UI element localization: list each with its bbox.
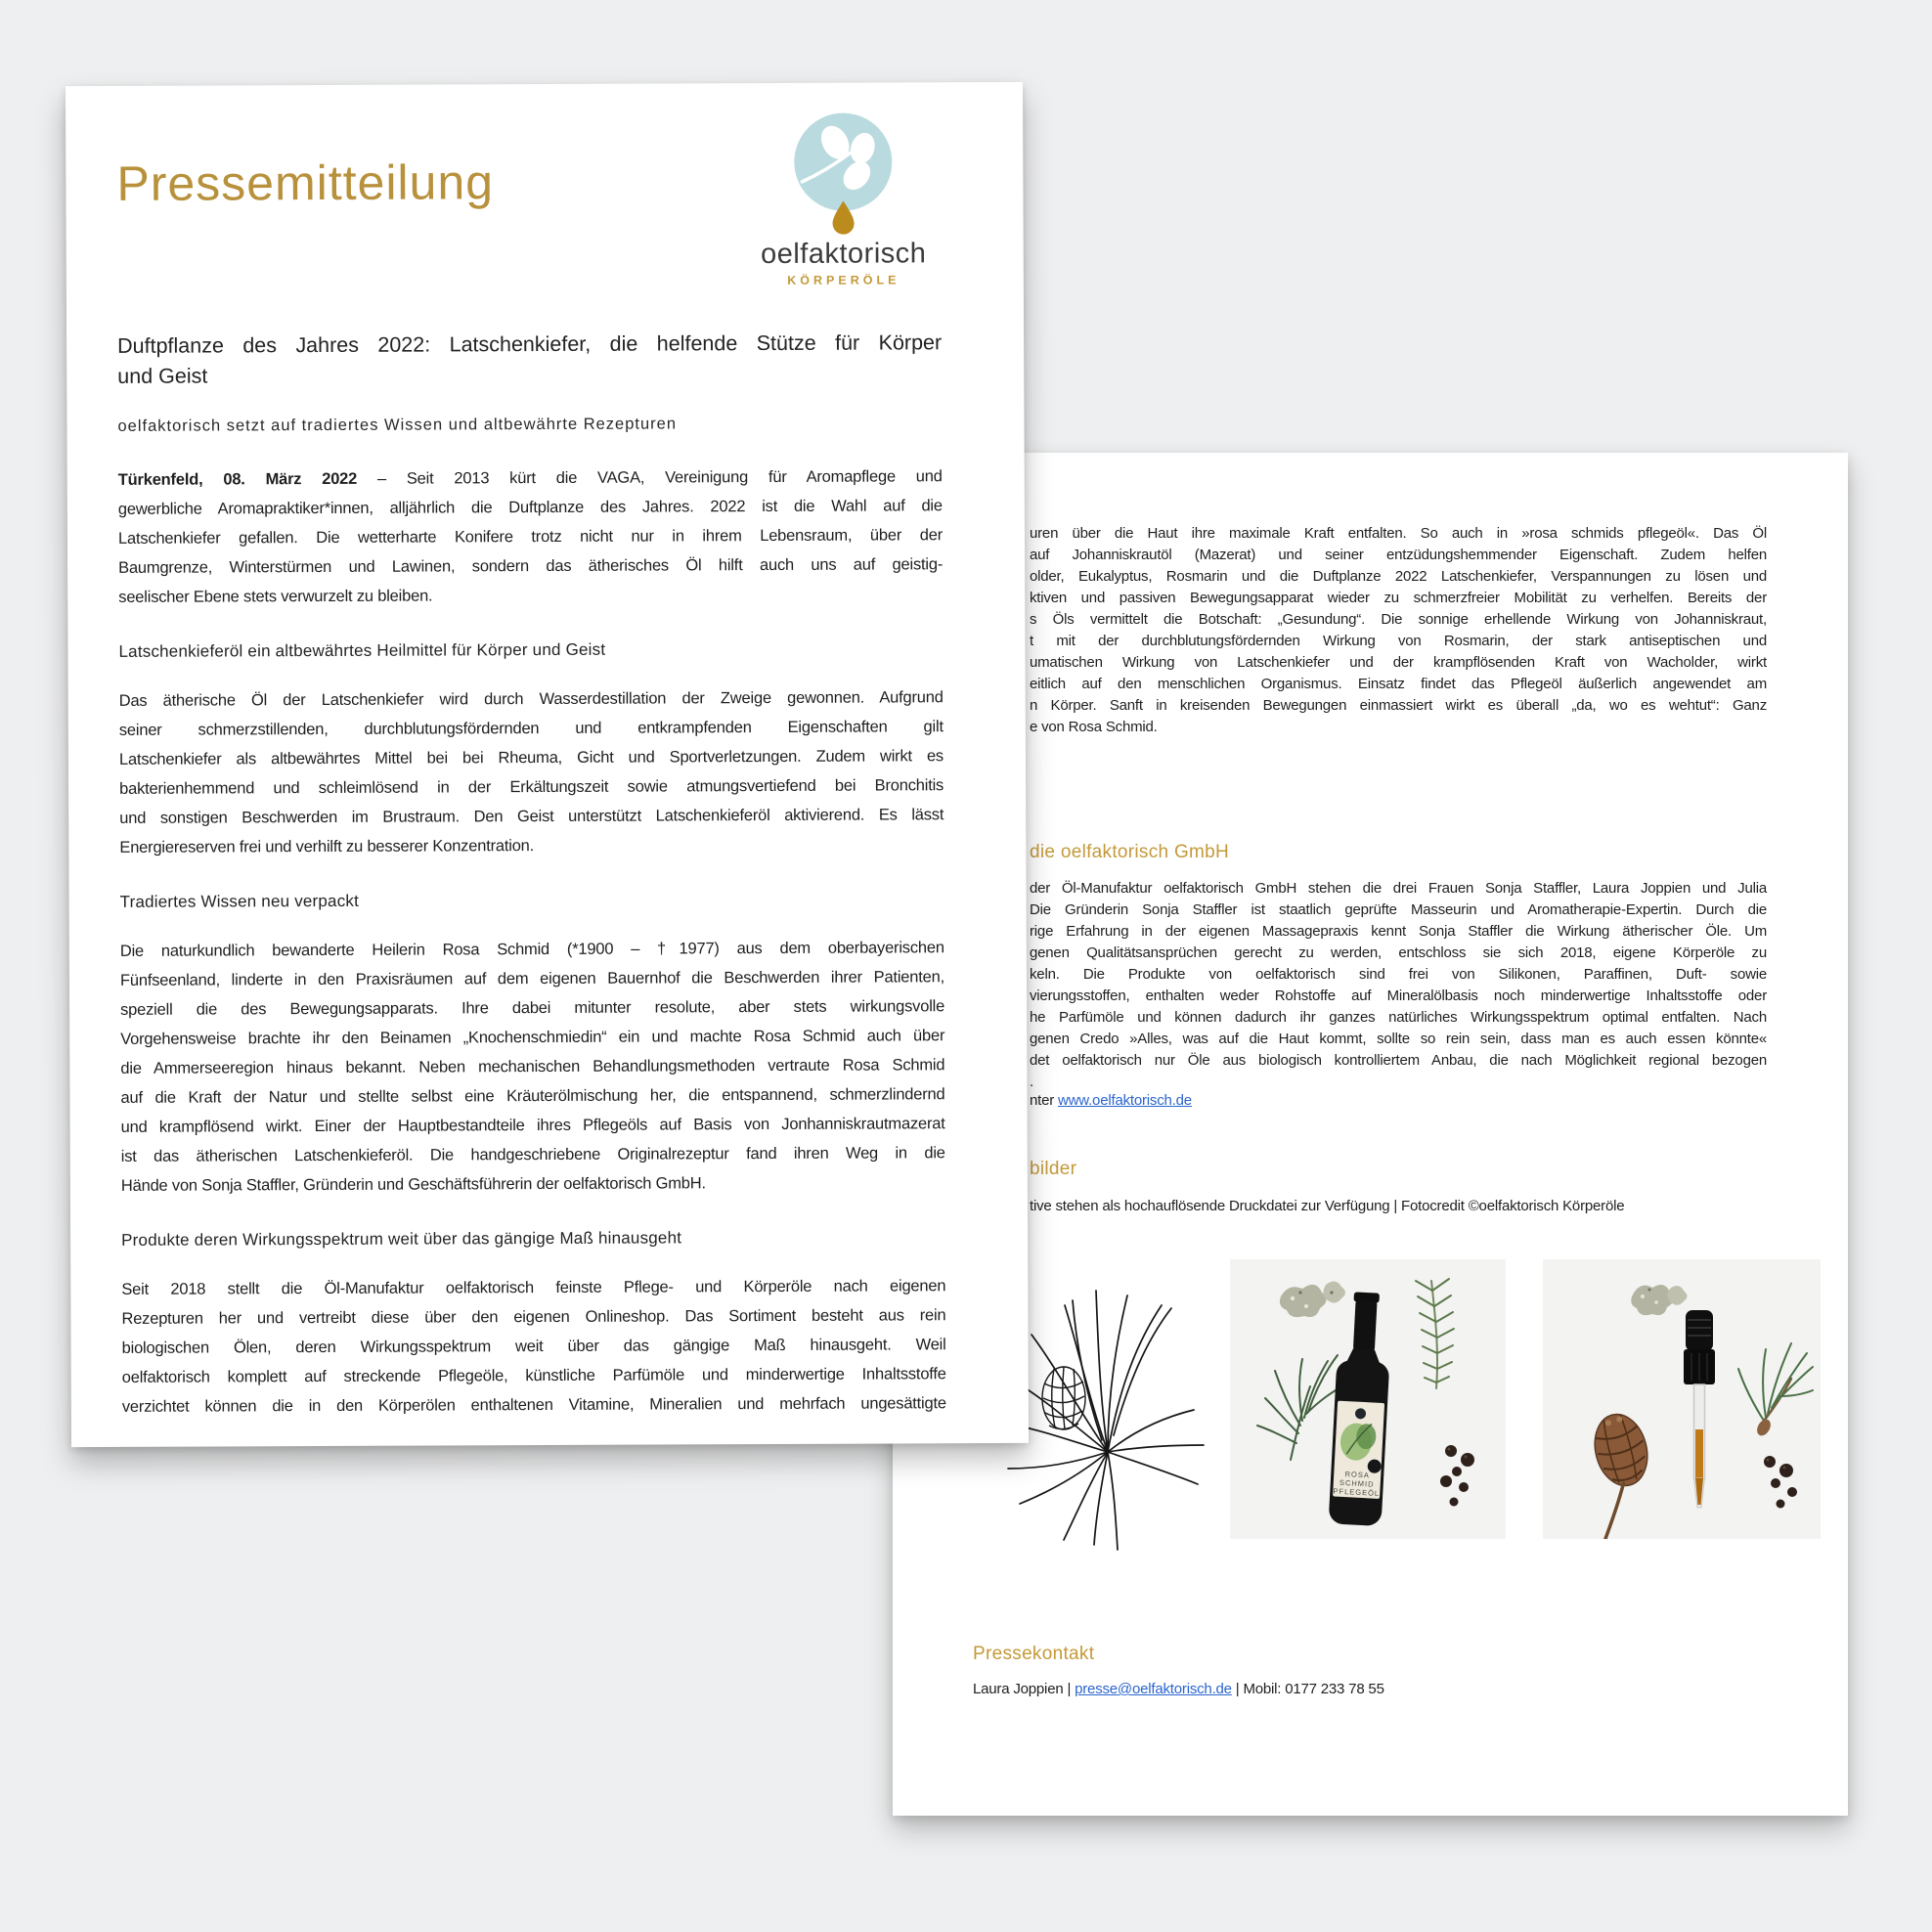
text-line: ktiven und passiven Bewegungsapparat wieder zu schmerzfreier Mobilität zu verhelfen. Bereits der: [1030, 590, 1767, 606]
section-heading-1: Latschenkieferöl ein altbewährtes Heilmittel für Körper und Geist: [118, 639, 606, 661]
text-line: Die naturkundlich bewanderte Heilerin Rosa Schmid (*1900 – †1977) aus dem oberbayerischen: [119, 939, 944, 960]
text-line: Die Gründerin Sonja Staffler ist staatlich geprüfte Masseurin und Aromatherapie-Expertin. Durch die: [1030, 901, 1767, 918]
text-line: der Öl-Manufaktur oelfaktorisch GmbH stehen die drei Frauen Sonja Staffler, Laura Joppien und Julia: [1030, 880, 1767, 897]
text-line: Seit 2018 stellt die Öl-Manufaktur oelfaktorisch feinste Pflege- und Körperöle nach eigenen: [121, 1277, 946, 1298]
text-line: eitlich auf den menschlichen Organismus. Einsatz findet das Pflegeöl äußerlich angewendet am: [1030, 676, 1767, 692]
text-line: he Parfümöle und können dadurch ihr ganzes natürliches Wirkungsspektrum optimal entfalten. Nach: [1030, 1009, 1767, 1026]
pine-cone-icon: [1574, 1409, 1666, 1539]
intro-paragraph: [118, 461, 944, 612]
press-photo-pipette-flatlay: [1543, 1259, 1821, 1539]
release-subheadline: oelfaktorisch setzt auf tradiertes Wissen und altbewährte Rezepturen: [117, 415, 678, 435]
juniper-berries-icon: [1440, 1445, 1474, 1507]
logo-wordmark: oelfaktorisch: [760, 238, 927, 271]
pipette-icon: [1684, 1310, 1715, 1508]
website-link[interactable]: www.oelfaktorisch.de: [1058, 1092, 1192, 1109]
section-paragraph-1: [119, 682, 944, 862]
text-line: gewerbliche Aromapraktiker*innen, alljährlich die Duftplanze des Jahres. 2022 ist die Wahl auf die: [117, 497, 943, 518]
text-line: und sonstigen Beschwerden im Brustraum. Den Geist unterstützt Latschenkieferöl aktivierend. Es lässt: [119, 806, 944, 827]
text-line: Das ätherische Öl der Latschenkiefer wird durch Wasserdestillation der Zweige gewonnen. Aufgrund: [118, 688, 944, 710]
text-line: n Körper. Sanft in kreisenden Bewegungen einmassiert wirkt es überall „da, wo es wehtut“: Ganz: [1030, 697, 1767, 714]
section-paragraph-3: [121, 1271, 946, 1422]
text-line: vierungsstoffen, enthalten weder Rohstoffe auf Mineralölbasis noch minderwertige Inhaltsstoffe oder: [1030, 988, 1767, 1004]
bottle-label-line3: PFLEGEÖL: [1333, 1486, 1381, 1498]
text-line: Fünfseenland, linderte in den Praxisräumen auf dem eigenen Bauernhof die Beschwerden ihrer Patienten,: [119, 968, 944, 989]
text-line: die Ammerseeregion hinaus bekannt. Neben mechanischen Behandlungsmethoden vertraute Rosa Schmid: [120, 1056, 945, 1077]
page2-top-paragraph: [1030, 523, 1767, 738]
release-headline: [117, 328, 942, 392]
press-contact-line: [973, 1679, 1767, 1700]
text-line: s Öls vermittelt die Botschaft: „Gesundung“. Die sonnige erhellende Wirkung von Johanniskraut,: [1030, 611, 1767, 628]
text-line: .: [1030, 1074, 1033, 1090]
text-line: und Geist: [117, 364, 208, 388]
pine-sprig-icon: [1738, 1343, 1813, 1438]
press-email-link[interactable]: presse@oelfaktorisch.de: [1075, 1681, 1232, 1697]
text-line: und krampflösend wirkt. Einer der Hauptbestandteile ihres Pflegeöls auf Basis von Jonhanniskrautmazerat: [120, 1115, 945, 1136]
press-release-page-1: [66, 82, 1029, 1447]
text-line: older, Eukalyptus, Rosmarin und die Duftplanze 2022 Latschenkiefer, Verspannungen zu lösen und: [1030, 568, 1767, 585]
oil-bottle: [1329, 1292, 1393, 1527]
text-line: speziell die des Bewegungsapparats. Ihre dabei mitunter resolute, aber stets wirkungsvolle: [120, 997, 945, 1019]
press-contact-name: Laura Joppien |: [973, 1681, 1076, 1697]
press-release-page-2: [893, 453, 1848, 1816]
more-info-prefix: nter: [1030, 1092, 1059, 1109]
text-line: t mit der durchblutungsfördernden Wirkung von Rosmarin, der stark antiseptischen und: [1030, 633, 1767, 649]
bottle-label-line1: ROSA: [1344, 1470, 1371, 1480]
text-line: oelfaktorisch komplett auf streckende Pflegeöle, künstliche Parfümöle und minderwertige Inhaltsstoffe: [121, 1365, 946, 1386]
text-line: genen Qualitätsansprüchen gerecht zu werden, entschloss sie sich 2018, eigene Körperöle zu: [1030, 944, 1767, 961]
text-line: seelischer Ebene stets verwurzelt zu bleiben.: [118, 587, 433, 606]
section-heading-3: Produkte deren Wirkungsspektrum weit über das gängige Maß hinausgeht: [121, 1228, 682, 1250]
press-contact-mobile: | Mobil: 0177 233 78 55: [1231, 1681, 1384, 1697]
text-line: Türkenfeld, 08. März 2022 – Seit 2013 kürt die VAGA, Vereinigung für Aromapflege und: [117, 467, 943, 489]
header: [116, 110, 942, 290]
press-photo-bottle-flatlay: [1230, 1259, 1506, 1539]
text-line: seiner schmerzstillenden, durchblutungsfördernden und entkrampfenden Eigenschaften gilt: [118, 718, 944, 739]
more-info-line: [1030, 1090, 1767, 1112]
pine-sprig-icon: [1257, 1355, 1345, 1460]
text-line: auf die Kraft der Natur und stellte selbst eine Kräuterölmischung her, die entspannend, schmerzlindernd: [120, 1085, 945, 1107]
press-contact-heading: Pressekontakt: [973, 1644, 1095, 1664]
text-line: Vorgehensweise brachte ihr den Beinamen „Knochenschmiedin“ ein und machte Rosa Schmid auch über: [120, 1027, 945, 1048]
text-line: e von Rosa Schmid.: [1030, 719, 1158, 735]
section-heading-2: Tradiertes Wissen neu verpackt: [119, 891, 360, 911]
text-line: rige Erfahrung in der eigenen Massagepraxis kennt Sonja Staffler die Wirkung ätherischer Öle. Um: [1030, 923, 1767, 940]
about-company-heading: die oelfaktorisch GmbH: [1030, 842, 1230, 862]
logo-leaf-drop-icon: [792, 110, 895, 236]
lichen-icon: [1631, 1285, 1687, 1315]
text-line: keln. Die Produkte von oelfaktorisch sind frei von Silikonen, Paraffinen, Duft- sowie: [1030, 966, 1767, 983]
text-line: verzichtet können die in den Körperölen enthaltenen Vitamine, Mineralien und mehrfach ungesättigte: [121, 1394, 946, 1416]
text-line: Latschenkiefer als altbewährtes Mittel bei bei Rheuma, Gicht und Sportverletzungen. Zudem wirkt es: [118, 747, 944, 768]
rosemary-sprig-icon: [1416, 1279, 1454, 1388]
text-line: bakterienhemmend und schleimlösend in der Erkältungszeit sowie atmungsvertiefend bei Bronchitis: [119, 776, 944, 798]
about-company-paragraph: [1030, 878, 1767, 1093]
text-line: Rezepturen her und vertreibt diese über den eigenen Onlineshop. Das Sortiment besteht aus rein: [121, 1306, 946, 1328]
page-title: Pressemitteilung: [116, 154, 495, 211]
text-line: Hände von Sonja Staffler, Gründerin und Geschäftsführerin der oelfaktorisch GmbH.: [120, 1174, 706, 1195]
text-line: Duftpflanze des Jahres 2022: Latschenkiefer, die helfende Stütze für Körper: [117, 330, 943, 358]
dateline: Türkenfeld, 08. März 2022: [117, 469, 358, 489]
text-line: uren über die Haut ihre maximale Kraft entfalten. So auch in »rosa schmids pflegeöl«. Das Öl: [1030, 525, 1767, 542]
text-line: ist das ätherischen Latschenkieferöl. Die handgeschriebene Originalrezeptur fand ihren Weg in die: [120, 1144, 945, 1165]
text-line: biologischen Ölen, deren Wirkungsspektrum weit über das gängige Maß hinausgeht. Weil: [121, 1336, 946, 1357]
logo-tagline: KÖRPERÖLE: [787, 273, 900, 287]
juniper-berries-icon: [1764, 1456, 1797, 1509]
text-line: umatischen Wirkung von Latschenkiefer und der krampflösenden Kraft von Wacholder, wirkt: [1030, 654, 1767, 671]
section-paragraph-2: [120, 933, 945, 1201]
oelfaktorisch-logo: [745, 110, 942, 287]
text-line: auf Johanniskrautöl (Mazerat) und seiner entzüdungshemmender Eigenschaft. Zudem helfen: [1030, 547, 1767, 563]
press-images-heading: bilder: [1030, 1159, 1077, 1179]
lichen-icon: [1280, 1281, 1345, 1317]
bottle-label-line2: SCHMID: [1339, 1477, 1375, 1489]
text-line: Energiereserven frei und verhilft zu besserer Konzentration.: [119, 837, 535, 856]
text-line: Latschenkiefer gefallen. Die wetterharte Konifere trotz nicht nur in ihrem Lebensraum, über der: [117, 526, 944, 548]
text-line: det oelfaktorisch nur Öle aus biologisch kontrolliertem Anbau, die nach Möglichkeit regional bezogen: [1030, 1052, 1767, 1069]
text-line: Baumgrenze, Winterstürmen und Lawinen, sondern das ätherisches Öl hilft auch uns auf geistig-: [118, 555, 944, 577]
text-line: genen Credo »Alles, was auf die Haut kommt, sollte so rein sein, dass man es auch essen könnte«: [1030, 1031, 1767, 1047]
press-images-caption: tive stehen als hochauflösende Druckdatei zur Verfügung | Fotocredit ©oelfaktorisch Körperöle: [1030, 1198, 1625, 1214]
